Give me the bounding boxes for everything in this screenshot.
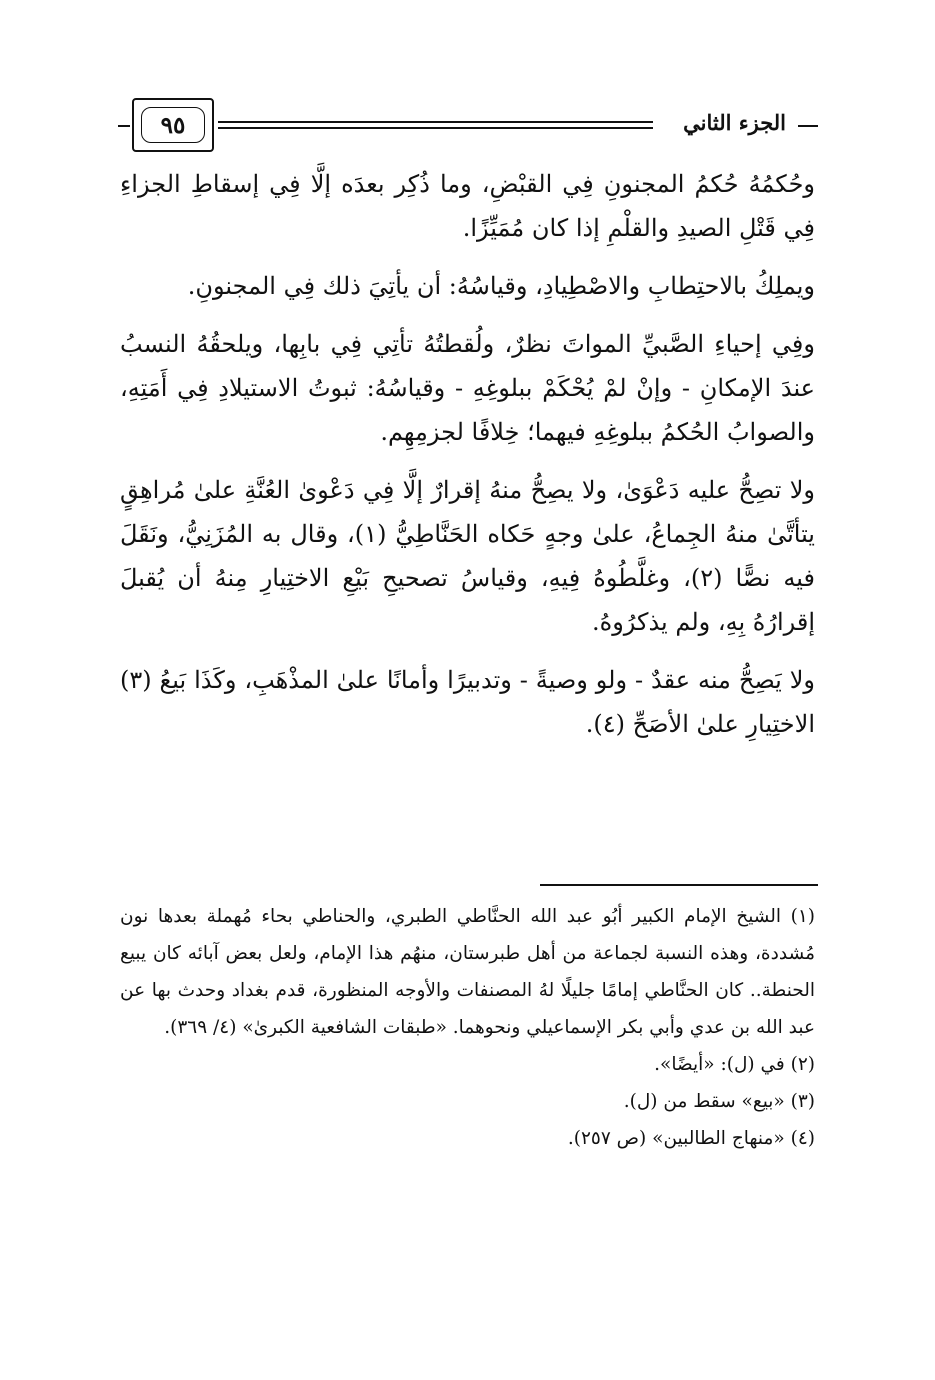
paragraph: ويملِكُ بالاحتِطابِ والاصْطِيادِ، وقياسُهُ: أن يأتِيَ ذلك فِي المجنونِ. (187, 272, 815, 300)
header-rule-right (798, 125, 818, 127)
main-text (120, 162, 815, 760)
footnote: (٣) «بيع» سقط من (ل). (623, 1091, 815, 1112)
header-rule-double (218, 121, 653, 129)
footnote: (١) الشيخ الإمام الكبير أبُو عبد الله الحنَّاطي الطبري، والحناطي بحاء مُهملة بعدها نون مُشددة، وهذه النسبة لجماعة من أهل طبرستان، منهُم هذا الإمام، ولعل بعض آبائه كان يبيع الحنطة.. كان الحنَّاطي إمامًا جليلًا لهُ المصنفات والأوجه المنظورة، قدم بغداد وحدث بها عن عبد الله بن عدي وأبي بكر الإسماعيلي ونحوهما. «طبقات الشافعية الكبرىٰ» (٤/ ٣٦٩). (120, 906, 815, 1038)
paragraph: ولا يَصِحُّ منه عقدٌ - ولو وصيةً - وتدبيرًا وأمانًا علىٰ المذْهَبِ، وكَذَا بَيعُ (٣) الاختِيارِ علىٰ الأصَحِّ (٤). (120, 666, 815, 738)
page-number: ٩٥ (141, 107, 205, 143)
running-title: الجزء الثاني (683, 110, 786, 135)
footnote: (٢) في (ل): «أيضًا». (654, 1054, 815, 1075)
footnote: (٤) «منهاج الطالبين» (ص ٢٥٧). (567, 1128, 815, 1149)
footnote-separator (540, 884, 818, 886)
page-number-frame (132, 98, 214, 152)
paragraph: ولا تصِحُّ عليه دَعْوَىٰ، ولا يصِحُّ منهُ إقرارٌ إلَّا فِي دَعْوىٰ العُنَّةِ علىٰ مُراهِقٍ يتأتَّىٰ منهُ الجِماعُ، علىٰ وجهٍ حَكاه الحَنَّاطِيُّ (١)، وقال به المُزَنِيُّ، ونَقَلَ فيه نصًّا (٢)، وغلَّطُوهُ فِيهِ، وقياسُ تصحيحِ بَيْعِ الاختِيارِ مِنهُ أن يُقبلَ إقرارُهُ بِهِ، ولم يذكرُوهُ. (120, 476, 815, 636)
header-rule-left (118, 125, 130, 127)
footnotes (120, 898, 815, 1157)
paragraph: وفِي إحياءِ الصَّبيِّ المواتَ نظرٌ، ولُقطتُهُ تأتِي فِي بابِها، ويلحقُهُ النسبُ عندَ الإمكانِ - وإنْ لمْ يُحْكَمْ ببلوغِهِ - وقياسُهُ: ثبوتُ الاستيلادِ فِي أَمَتِهِ، والصوابُ الحُكمُ ببلوغِهِ فيهما؛ خِلافًا لجزمِهِم. (120, 330, 815, 446)
paragraph: وحُكمُهُ حُكمُ المجنونِ فِي القبْضِ، وما ذُكِر بعدَه إلَّا فِي إسقاطِ الجزاءِ فِي قَتْلِ الصيدِ والقلْمِ إذا كان مُمَيِّزًا. (120, 170, 815, 242)
page-header (118, 98, 818, 154)
